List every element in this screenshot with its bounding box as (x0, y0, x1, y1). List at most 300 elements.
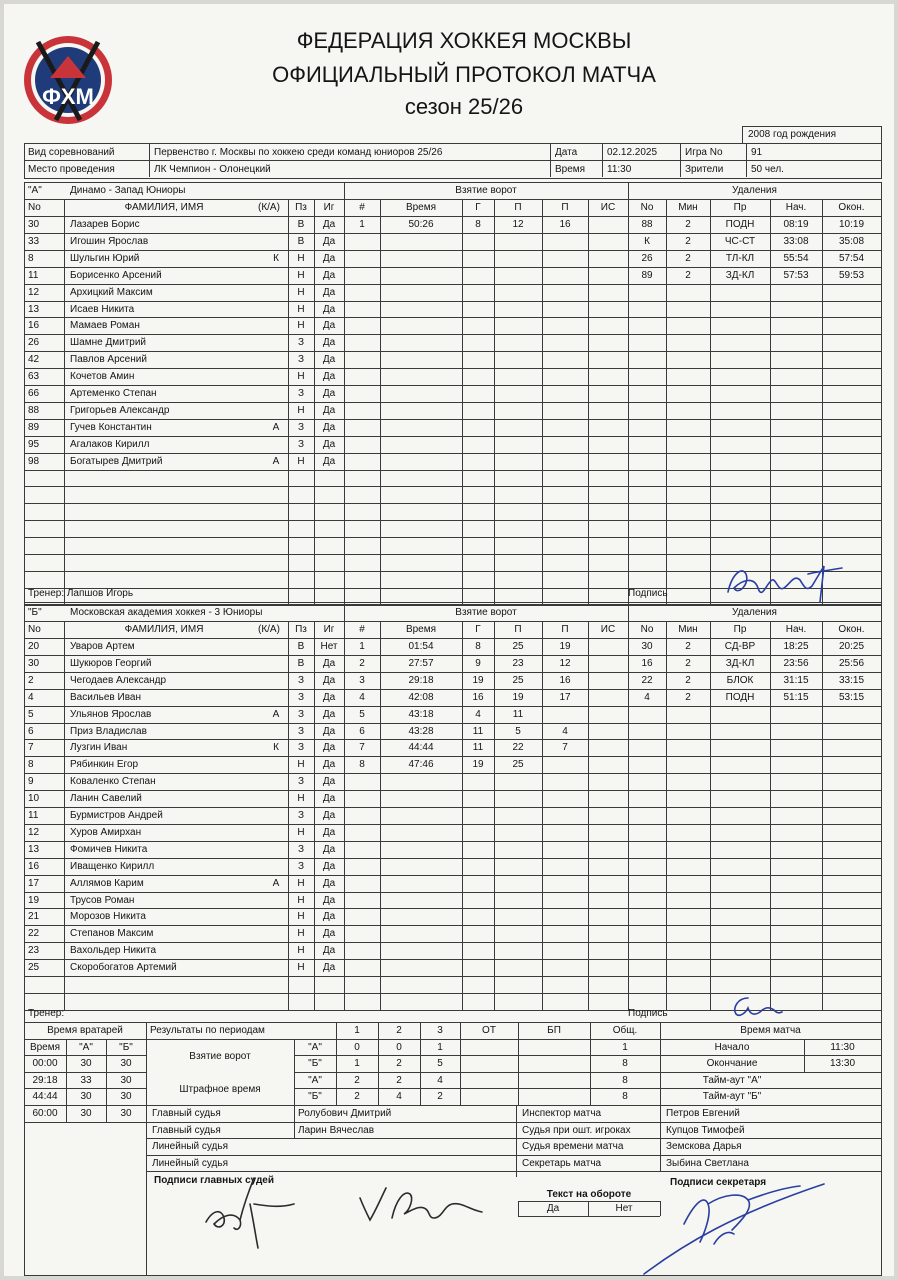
penalty-player: 30 (641, 641, 653, 652)
col (294, 1105, 295, 1138)
player-name: Рябинкин Егор (70, 759, 139, 771)
col-line (462, 199, 463, 605)
player-name: Хуров Амирхан (70, 826, 142, 838)
player-name: Иващенко Кирилл (70, 860, 155, 872)
player-played: Да (322, 793, 336, 805)
referee-name: Ларин Вячеслав (298, 1124, 375, 1136)
row (146, 1155, 516, 1156)
goal-time: 42:08 (408, 691, 434, 703)
player-name: Григорьев Александр (70, 404, 170, 416)
goalie-a: 30 (80, 1091, 92, 1103)
row-line (24, 267, 881, 268)
goal-number: 1 (359, 641, 365, 652)
player-position: Н (297, 962, 305, 974)
player-number: 21 (28, 911, 40, 923)
player-number: 10 (28, 793, 40, 805)
back-text-label: Текст на обороте (546, 1189, 632, 1201)
player-name: Игошин Ярослав (70, 235, 149, 247)
frame-left (24, 584, 25, 602)
goalie-time: 00:00 (32, 1058, 58, 1070)
row (24, 1088, 146, 1089)
col-a1: П (514, 202, 522, 213)
col-is: ИС (600, 202, 616, 213)
player-played: Да (322, 235, 336, 247)
referee-label: Главный судья (152, 1108, 221, 1119)
spectators: 50 чел. (751, 164, 784, 175)
goal-time: 50:26 (408, 219, 434, 230)
player-played: Да (322, 962, 336, 974)
player-played: Да (322, 894, 336, 906)
row-line (24, 334, 881, 335)
period-value: 8 (622, 1091, 628, 1103)
penalty-reason: ТЛ-КЛ (725, 252, 755, 264)
player-played: Да (322, 860, 336, 872)
goal-assist-1: 22 (512, 742, 524, 754)
player-number: 16 (28, 860, 40, 872)
row (516, 1122, 881, 1123)
col-hash: # (359, 202, 365, 213)
penalty-player: 4 (644, 691, 650, 703)
row-line (24, 824, 881, 825)
match-time-label: Тайм-аут "Б" (702, 1091, 762, 1103)
col-pen-end: Окон. (838, 624, 865, 635)
team-tag: "Б" (28, 607, 42, 618)
player-number: 6 (28, 725, 34, 737)
goal-assist-2: 19 (559, 641, 571, 652)
sep (146, 1022, 147, 1171)
goal-assist-1: 11 (512, 708, 524, 720)
row-line (24, 351, 881, 352)
row (24, 1039, 146, 1040)
player-number: 4 (28, 691, 34, 703)
penalty-player: 16 (641, 657, 653, 669)
goal-number: 7 (359, 742, 365, 754)
penalty-minutes: 2 (685, 269, 691, 281)
player-position: З (297, 421, 305, 433)
goalie-time: 29:18 (32, 1074, 58, 1086)
row (660, 1072, 881, 1073)
player-number: 9 (28, 776, 34, 788)
row (294, 1088, 660, 1089)
player-number: 8 (28, 252, 34, 264)
frame-right (881, 1004, 882, 1022)
row (516, 1138, 881, 1139)
goal-time: 47:46 (408, 759, 434, 771)
row-line (24, 925, 881, 926)
player-position: Н (297, 945, 305, 957)
row-line (24, 301, 881, 302)
row-line (24, 436, 881, 437)
col-name: ФАМИЛИЯ, ИМЯ (124, 202, 204, 213)
col-pen-no: No (640, 202, 654, 213)
time: 11:30 (607, 164, 632, 175)
player-played: Да (322, 776, 336, 788)
row (660, 1088, 881, 1089)
frame-left (24, 1004, 25, 1022)
row (146, 1105, 660, 1106)
goal-scorer: 11 (472, 742, 484, 754)
player-number: 2 (28, 674, 34, 686)
player-position: Н (297, 826, 305, 838)
goal-scorer: 4 (475, 708, 481, 720)
player-played: Да (322, 219, 336, 230)
player-name: Шукюров Георгий (70, 657, 152, 669)
goal-number: 1 (359, 219, 365, 230)
referee-label: Главный судья (152, 1124, 221, 1136)
penalty-reason: СД-ВР (724, 641, 756, 652)
row-line (24, 723, 881, 724)
col-pen-min: Мин (678, 202, 698, 213)
player-played: Да (322, 742, 336, 754)
goal-scorer: 19 (472, 674, 484, 686)
player-position: Н (297, 877, 305, 889)
referee-name: Ролубович Дмитрий (298, 1108, 392, 1119)
player-name: Уваров Артем (70, 641, 135, 652)
player-played: Да (322, 877, 336, 889)
team-name: Динамо - Запад Юниоры (70, 185, 186, 196)
player-name: Скоробогатов Артемий (70, 962, 177, 974)
competition: Первенство г. Москвы по хоккею среди команд юниоров 25/26 (154, 147, 443, 158)
period-value: 5 (437, 1058, 443, 1070)
secretary-sign-label: Подписи секретаря (670, 1177, 767, 1189)
row (294, 1072, 660, 1073)
official-label: Инспектор матча (522, 1108, 602, 1119)
goal-number: 4 (359, 691, 365, 703)
birth-year: 2008 год рождения (748, 129, 837, 140)
player-name: Гучев Константин (70, 421, 152, 433)
player-played: Да (322, 269, 336, 281)
player-number: 11 (28, 269, 39, 281)
player-number: 30 (28, 657, 40, 669)
match-time-value: 11:30 (830, 1041, 855, 1053)
goal-time: 27:57 (408, 657, 434, 669)
player-name: Кочетов Амин (70, 371, 135, 383)
player-position: Н (297, 455, 305, 467)
goal-number: 2 (359, 657, 365, 669)
player-name: Приз Владислав (70, 725, 147, 737)
logo-text: ФХМ (42, 84, 94, 109)
row-line (24, 773, 881, 774)
col-line (344, 182, 345, 605)
col-line (588, 621, 589, 1010)
col-ka: (К/А) (258, 202, 280, 213)
goal-assist-2: 16 (559, 674, 571, 686)
goal-assist-1: 5 (515, 725, 521, 737)
penalty-start: 57:53 (783, 269, 809, 281)
player-played: Да (322, 320, 336, 332)
player-position: З (297, 860, 305, 872)
goalie-b: 30 (120, 1058, 132, 1070)
chief-referee-2-signature (352, 1180, 492, 1230)
player-position: З (297, 843, 305, 855)
goalie-time-title: Время вратарей (47, 1025, 123, 1036)
period-value: 1 (354, 1058, 360, 1070)
player-played: Да (322, 354, 336, 366)
col-pen-no: No (640, 624, 654, 635)
row-line (24, 706, 881, 707)
player-number: 88 (28, 404, 40, 416)
col-line (588, 199, 589, 605)
player-position: Н (297, 894, 305, 906)
penalty-end: 53:15 (838, 691, 865, 703)
player-name: Богатырев Дмитрий (70, 455, 163, 467)
player-played: Да (322, 759, 336, 771)
coach-a-signature (720, 544, 850, 606)
header-line2: ОФИЦИАЛЬНЫЙ ПРОТОКОЛ МАТЧА (272, 62, 656, 87)
date: 02.12.2025 (607, 147, 658, 158)
goalie-a: 30 (80, 1058, 92, 1070)
player-played: Нет (320, 641, 338, 652)
player-name: Чегодаев Александр (70, 674, 167, 686)
col-ka: (К/А) (258, 624, 280, 635)
goalie-b: 30 (120, 1074, 132, 1086)
player-number: 26 (28, 337, 40, 349)
official-name: Земскова Дарья (666, 1141, 742, 1153)
period-value: 8 (622, 1058, 628, 1070)
row-line (24, 317, 881, 318)
goals-title: Взятие ворот (455, 607, 517, 618)
goal-scorer: 19 (472, 759, 484, 771)
player-number: 98 (28, 455, 40, 467)
col-line (380, 199, 381, 605)
back-no: Нет (615, 1203, 633, 1215)
period-team-tag: "Б" (308, 1091, 322, 1103)
player-name: Лузгин Иван (70, 742, 128, 754)
player-number: 16 (28, 320, 40, 332)
frame-right (881, 584, 882, 602)
col-pen-start: Нач. (785, 624, 807, 635)
row-line (24, 486, 881, 487)
row (24, 1122, 146, 1123)
row (660, 1105, 881, 1106)
col-pen-start: Нач. (785, 202, 807, 213)
player-position: Н (297, 269, 305, 281)
penalty-reason: ЗД-КЛ (725, 657, 755, 669)
period-col: 1 (354, 1025, 360, 1036)
col-is: ИС (600, 624, 616, 635)
col-line (542, 199, 543, 605)
col (516, 1105, 517, 1177)
header-line (24, 638, 881, 639)
period-col: 3 (437, 1025, 443, 1036)
player-position: З (297, 354, 305, 366)
player-position: З (297, 742, 305, 754)
penalty-reason: ЧС-СТ (724, 235, 756, 247)
player-number: 23 (28, 945, 40, 957)
period-value: 2 (396, 1074, 402, 1086)
goal-assist-1: 12 (512, 219, 524, 230)
period-value: 0 (354, 1041, 360, 1053)
player-name: Лазарев Борис (70, 219, 140, 230)
player-name: Исаев Никита (70, 303, 135, 315)
row-line (24, 419, 881, 420)
col-time: Время (405, 202, 437, 213)
col-pen-end: Окон. (838, 202, 865, 213)
header-line (24, 199, 881, 200)
col-time: Время (405, 624, 437, 635)
goal-assist-2: 16 (559, 219, 571, 230)
player-played: Да (322, 928, 336, 940)
player-number: 12 (28, 286, 40, 298)
row (660, 1039, 881, 1040)
official-name: Зыбина Светлана (666, 1157, 749, 1169)
penalty-start: 33:08 (783, 235, 809, 247)
player-number: 19 (28, 894, 40, 906)
period-value: 8 (622, 1074, 628, 1086)
goalie-col-b: "Б" (119, 1041, 133, 1053)
row-line (24, 790, 881, 791)
row-line (24, 368, 881, 369)
goal-assist-2: 4 (562, 725, 568, 737)
col-pz: Пз (295, 202, 307, 213)
player-played: Да (322, 371, 336, 383)
player-position: З (297, 725, 305, 737)
goal-time: 43:28 (408, 725, 434, 737)
col-pen-min: Мин (678, 624, 698, 635)
periods-title: Результаты по периодам (150, 1025, 265, 1036)
row (294, 1055, 660, 1056)
col-hash: # (359, 624, 365, 635)
official-label: Судья времени матча (522, 1141, 624, 1153)
period-value: 2 (354, 1074, 360, 1086)
player-played: Да (322, 725, 336, 737)
penalty-end: 25:56 (838, 657, 865, 669)
player-name: Коваленко Степан (70, 776, 156, 788)
row (516, 1155, 881, 1156)
col-line (494, 199, 495, 605)
player-position: З (297, 708, 305, 720)
period-col: Общ. (612, 1025, 638, 1036)
player-captain: К (273, 252, 279, 264)
date-label: Дата (555, 147, 578, 158)
player-name: Трусов Роман (70, 894, 135, 906)
player-number: 13 (28, 843, 40, 855)
period-col: 2 (396, 1025, 402, 1036)
player-played: Да (322, 455, 336, 467)
row-line (24, 402, 881, 403)
penalty-end: 20:25 (838, 641, 865, 652)
signature-label: Подпись (628, 588, 668, 599)
frame-left (24, 604, 25, 1011)
player-name: Васильев Иван (70, 691, 141, 703)
player-name: Бурмистров Андрей (70, 810, 163, 821)
col-g: Г (475, 624, 481, 635)
col-a2: П (561, 202, 569, 213)
col-g: Г (475, 202, 481, 213)
period-value: 4 (396, 1091, 402, 1103)
penalty-start: 31:15 (783, 674, 809, 686)
player-number: 95 (28, 438, 40, 450)
player-number: 17 (28, 877, 40, 889)
row (146, 1138, 516, 1139)
player-position: Н (297, 928, 305, 940)
penalty-player: К (644, 235, 650, 247)
player-position: Н (297, 404, 305, 416)
player-played: Да (322, 691, 336, 703)
goal-assist-2: 17 (559, 691, 571, 703)
player-position: Н (297, 371, 305, 383)
goalie-time: 44:44 (32, 1091, 58, 1103)
official-name: Петров Евгений (666, 1108, 740, 1119)
player-number: 89 (28, 421, 40, 433)
penalty-reason: ПОДН (725, 691, 755, 703)
row-line (24, 892, 881, 893)
secretary-signature (624, 1164, 854, 1276)
spectators-label: Зрители (685, 164, 724, 175)
fhm-logo (20, 32, 116, 128)
match-time-label: Начало (714, 1041, 750, 1053)
player-name: Аллямов Карим (70, 877, 144, 889)
goal-assist-2: 12 (559, 657, 571, 669)
penalty-minutes: 2 (685, 252, 691, 264)
player-number: 33 (28, 235, 40, 247)
periods-goals-label: Взятие ворот (189, 1050, 251, 1062)
player-played: Да (322, 388, 336, 399)
row-line (24, 841, 881, 842)
player-name: Степанов Максим (70, 928, 154, 940)
player-position: Н (297, 759, 305, 771)
player-name: Морозов Никита (70, 911, 146, 923)
row-line (24, 739, 881, 740)
goal-time: 01:54 (408, 641, 434, 652)
player-position: Н (297, 911, 305, 923)
goal-assist-1: 25 (512, 641, 524, 652)
goalie-b: 30 (120, 1108, 132, 1119)
player-name: Фомичев Никита (70, 843, 148, 855)
row-line (24, 537, 881, 538)
coach-name: Тренер: Лапшов Игорь (28, 588, 134, 599)
player-number: 5 (28, 708, 34, 720)
chief-referee-1-signature (194, 1174, 304, 1254)
player-played: Да (322, 438, 336, 450)
time-label: Время (555, 164, 586, 175)
coach-name: Тренер: (28, 1008, 65, 1019)
bottom-left (24, 1171, 25, 1275)
player-position: З (297, 691, 305, 703)
row (146, 1122, 516, 1123)
row-line (24, 520, 881, 521)
player-played: Да (322, 286, 336, 298)
penalty-start: 18:25 (783, 641, 809, 652)
player-played: Да (322, 843, 336, 855)
player-name: Шульгин Юрий (70, 252, 140, 264)
penalty-minutes: 2 (685, 691, 691, 703)
goal-assist-1: 25 (512, 674, 524, 686)
goal-scorer: 9 (475, 657, 481, 669)
match-time-value: 13:30 (829, 1058, 856, 1070)
period-value: 1 (622, 1041, 628, 1053)
frame-right (881, 604, 882, 1011)
row-line (24, 503, 881, 504)
protocol-sheet (4, 4, 894, 1276)
player-position: З (297, 776, 305, 788)
col-ig: Иг (323, 624, 335, 635)
frame-left (24, 182, 25, 606)
row (24, 1105, 146, 1106)
player-name: Ульянов Ярослав (70, 708, 152, 720)
player-name: Архицкий Максим (70, 286, 153, 298)
player-number: 25 (28, 962, 40, 974)
goal-number: 3 (359, 674, 365, 686)
player-number: 8 (28, 759, 34, 771)
goal-assist-1: 23 (512, 657, 524, 669)
player-name: Павлов Арсений (70, 354, 147, 366)
goalie-a: 33 (80, 1074, 92, 1086)
goal-scorer: 8 (475, 219, 481, 230)
player-name: Мамаев Роман (70, 320, 140, 332)
match-time-title: Время матча (740, 1025, 801, 1036)
player-played: Да (322, 657, 336, 669)
